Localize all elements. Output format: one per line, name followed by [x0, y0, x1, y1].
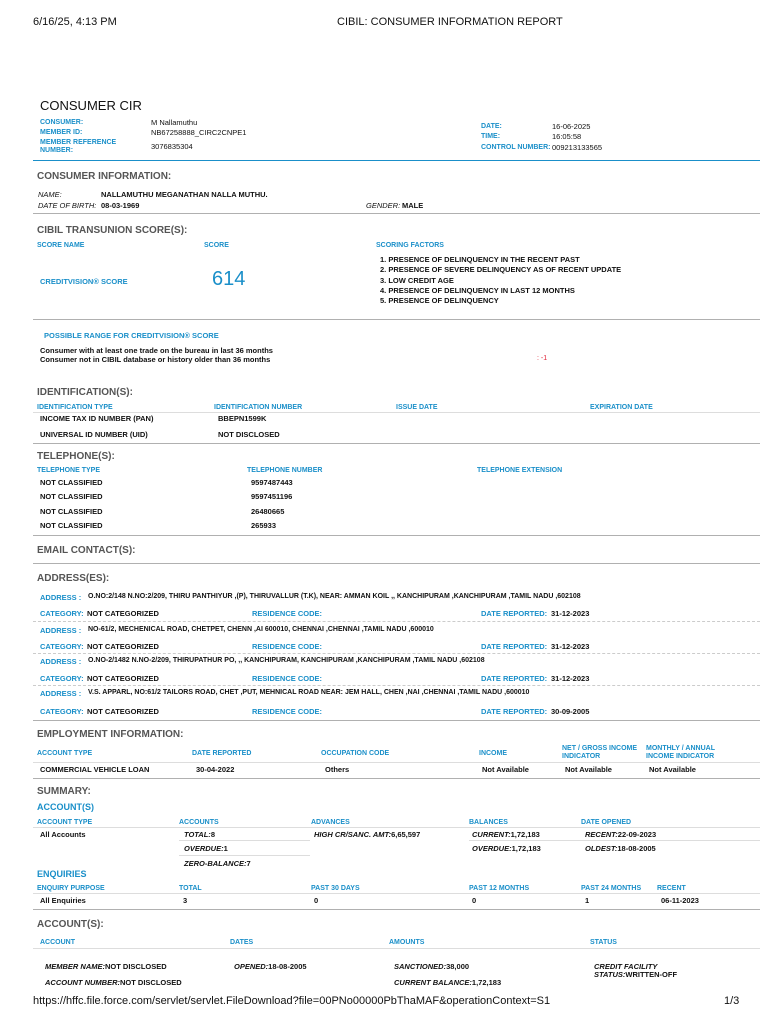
enquiry-total: 3: [183, 896, 188, 905]
category-label: CATEGORY:: [40, 707, 84, 716]
address-divider: [33, 720, 760, 721]
residence-code-label: RESIDENCE CODE:: [252, 609, 323, 618]
consumer-divider: [33, 213, 760, 214]
enquiry-12-months: 0: [472, 896, 477, 905]
consumer-info-heading: CONSUMER INFORMATION:: [37, 171, 172, 182]
range-heading: POSSIBLE RANGE FOR CREDITVISION® SCORE: [44, 331, 219, 340]
high-credit-amount: HIGH CR/SANC. AMT:6,65,597: [314, 830, 421, 839]
telephone-number: 265933: [251, 521, 277, 530]
address-label: ADDRESS :: [40, 689, 82, 698]
overdue-accounts: OVERDUE:1: [184, 844, 228, 853]
telephone-extension-col: TELEPHONE EXTENSION: [477, 467, 563, 474]
scoring-factors-col: SCORING FACTORS: [376, 242, 444, 249]
enquiry-recent-col: RECENT: [657, 885, 686, 892]
oldest-opened: OLDEST:18-08-2005: [585, 844, 656, 853]
id-number: NOT DISCLOSED: [218, 430, 280, 439]
summary-cell-line: [469, 840, 760, 841]
net-gross-col-2: INDICATOR: [562, 753, 601, 760]
recent-opened: RECENT:22-09-2023: [585, 830, 657, 839]
residence-code-label: RESIDENCE CODE:: [252, 707, 323, 716]
current-balance: CURRENT:1,72,183: [472, 830, 540, 839]
address-label: ADDRESS :: [40, 593, 82, 602]
date-reported-value: 31-12-2023: [551, 674, 590, 683]
date-value: 16-06-2025: [552, 122, 591, 131]
addresses-heading: ADDRESS(ES):: [37, 573, 110, 584]
net-gross-col: NET / GROSS INCOME: [562, 745, 638, 752]
score-name: CREDITVISION® SCORE: [40, 277, 128, 286]
enquiry-purpose-col: ENQUIRY PURPOSE: [37, 885, 105, 892]
employment-date: 30-04-2022: [196, 765, 235, 774]
enquiry-24-months: 1: [585, 896, 590, 905]
address-separator: [33, 685, 760, 686]
date-reported-label: DATE REPORTED:: [481, 674, 548, 683]
identification-divider: [33, 443, 760, 444]
occupation-code: Others: [325, 765, 350, 774]
date-reported-value: 31-12-2023: [551, 642, 590, 651]
control-value: 009213133565: [552, 143, 603, 152]
scores-heading: CIBIL TRANSUNION SCORE(S):: [37, 225, 188, 236]
print-title: CIBIL: CONSUMER INFORMATION REPORT: [337, 16, 563, 28]
income-col: INCOME: [479, 750, 507, 757]
category-value: NOT CATEGORIZED: [87, 609, 159, 618]
employment-date-col: DATE REPORTED: [192, 750, 252, 757]
report-title: CONSUMER CIR: [40, 98, 142, 113]
status-col: STATUS: [590, 939, 617, 946]
print-url: https://hffc.file.force.com/servlet/servlet.FileDownload?file=00PNo00000PbThaMAF&operationContext=S1: [33, 995, 551, 1007]
zero-balance-accounts: ZERO-BALANCE:7: [184, 859, 251, 868]
name-label: NAME:: [38, 190, 62, 199]
address-value: O.NO-2/1482 N.NO-2/209, THIRUPATHUR PO, ,, KANCHIPURAM, KANCHIPURAM ,KANCHIPURAM ,TAMIL NADU ,602108: [88, 657, 485, 664]
enquiry-12-months-col: PAST 12 MONTHS: [469, 885, 530, 892]
category-value: NOT CATEGORIZED: [87, 642, 159, 651]
identification-heading: IDENTIFICATION(S):: [37, 387, 133, 398]
range-line-1: Consumer with at least one trade on the bureau in last 36 months: [40, 346, 273, 355]
employment-divider: [33, 778, 760, 779]
scores-divider: [33, 319, 760, 320]
id-type-col: IDENTIFICATION TYPE: [37, 404, 113, 411]
summary-accounts-col: ACCOUNTS: [179, 819, 219, 826]
consumer-label: CONSUMER:: [40, 119, 84, 126]
total-accounts: TOTAL:8: [184, 830, 215, 839]
summary-cell-line: [179, 840, 310, 841]
header-divider: [33, 160, 760, 161]
summary-header-line: [33, 827, 760, 828]
residence-code-label: RESIDENCE CODE:: [252, 642, 323, 651]
id-type: UNIVERSAL ID NUMBER (UID): [40, 430, 148, 439]
id-type: INCOME TAX ID NUMBER (PAN): [40, 414, 154, 423]
telephone-type: NOT CLASSIFIED: [40, 492, 103, 501]
account-status: STATUS:WRITTEN-OFF: [594, 970, 678, 979]
date-reported-label: DATE REPORTED:: [481, 609, 548, 618]
scoring-factor: 5. PRESENCE OF DELINQUENCY: [380, 296, 499, 306]
date-label: DATE:: [481, 123, 502, 130]
address-label: ADDRESS :: [40, 657, 82, 666]
range-line-2: Consumer not in CIBIL database or history older than 36 months: [40, 355, 271, 364]
account-opened: OPENED:18-08-2005: [234, 962, 307, 971]
summary-accounts-heading: ACCOUNT(S): [37, 802, 94, 812]
address-value: O.NO:2/148 N.NO:2/209, THIRU PANTHIYUR ,(P), THIRUVALLUR (T.K), NEAR: AMMAN KOIL ,, KANCHIPURAM ,KANCHIPURAM ,TAMIL NADU ,602108: [88, 593, 581, 600]
employment-heading: EMPLOYMENT INFORMATION:: [37, 729, 184, 740]
date-reported-label: DATE REPORTED:: [481, 707, 548, 716]
telephone-number: 9597487443: [251, 478, 293, 487]
enquiry-total-col: TOTAL: [179, 885, 202, 892]
summary-advances-col: ADVANCES: [311, 819, 350, 826]
summary-heading: SUMMARY:: [37, 786, 91, 797]
account-col: ACCOUNT: [40, 939, 75, 946]
accounts-heading: ACCOUNT(S):: [37, 919, 104, 930]
address-label: ADDRESS :: [40, 626, 82, 635]
category-label: CATEGORY:: [40, 674, 84, 683]
time-value: 16:05:58: [552, 132, 582, 141]
dob-label: DATE OF BIRTH:: [38, 201, 97, 210]
enquiry-30-days: 0: [314, 896, 319, 905]
category-value: NOT CATEGORIZED: [87, 707, 159, 716]
enquiry-30-days-col: PAST 30 DAYS: [311, 885, 360, 892]
member-ref-value: 3076835304: [151, 142, 193, 151]
print-datetime: 6/16/25, 4:13 PM: [33, 16, 117, 28]
email-heading: EMAIL CONTACT(S):: [37, 545, 136, 556]
enquiries-heading: ENQUIRIES: [37, 869, 87, 879]
scoring-factor: 1. PRESENCE OF DELINQUENCY IN THE RECENT PAST: [380, 255, 580, 264]
print-page-number: 1/3: [724, 995, 740, 1007]
net-gross-value: Not Available: [565, 765, 612, 774]
telephone-divider: [33, 535, 760, 536]
summary-type-value: All Accounts: [40, 830, 86, 839]
account-number: ACCOUNT NUMBER:NOT DISCLOSED: [45, 978, 182, 987]
enquiry-purpose: All Enquiries: [40, 896, 86, 905]
name-value: NALLAMUTHU MEGANATHAN NALLA MUTHU.: [101, 190, 268, 199]
member-id-value: NB67258888_CIRC2CNPE1: [151, 128, 247, 137]
summary-type-col: ACCOUNT TYPE: [37, 819, 93, 826]
score-col: SCORE: [204, 242, 229, 249]
email-divider: [33, 563, 760, 564]
scoring-factor: 3. LOW CREDIT AGE: [380, 275, 454, 285]
telephone-type-col: TELEPHONE TYPE: [37, 467, 101, 474]
category-value: NOT CATEGORIZED: [87, 674, 159, 683]
control-label: CONTROL NUMBER:: [481, 144, 551, 151]
date-reported-label: DATE REPORTED:: [481, 642, 548, 651]
overdue-balance: OVERDUE:1,72,183: [472, 844, 541, 853]
expiration-date-col: EXPIRATION DATE: [590, 404, 653, 411]
id-number-col: IDENTIFICATION NUMBER: [214, 404, 303, 411]
id-number: BBEPN1599K: [218, 414, 267, 423]
account-sanctioned: SANCTIONED:38,000: [394, 962, 470, 971]
enquiry-header-line: [33, 893, 760, 894]
monthly-annual-col: MONTHLY / ANNUAL: [646, 745, 715, 752]
account-status-label: CREDIT FACILITY: [594, 962, 658, 971]
dob-value: 08-03-1969: [101, 201, 140, 210]
residence-code-label: RESIDENCE CODE:: [252, 674, 323, 683]
consumer-value: M Nallamuthu: [151, 118, 198, 127]
summary-divider: [33, 909, 760, 910]
telephone-number: 9597451196: [251, 492, 293, 501]
address-value: V.S. APPARL, NO:61/2 TAILORS ROAD, CHET ,PUT, MEHNICAL ROAD NEAR: JEM HALL, CHEN ,NAI ,CHENNAI ,TAMIL NADU ,600010: [88, 689, 530, 696]
issue-date-col: ISSUE DATE: [396, 404, 438, 411]
member-id-label: MEMBER ID:: [40, 129, 83, 136]
member-ref-label: MEMBER REFERENCE: [40, 139, 117, 146]
telephone-type: NOT CLASSIFIED: [40, 478, 103, 487]
address-value: NO-61/2, MECHENICAL ROAD, CHETPET, CHENN ,AI 600010, CHENNAI ,CHENNAI ,TAMIL NADU ,600010: [88, 626, 434, 633]
summary-cell-line: [179, 855, 310, 856]
telephone-number: 26480665: [251, 507, 285, 516]
monthly-annual-value: Not Available: [649, 765, 696, 774]
dates-col: DATES: [230, 939, 254, 946]
income-value: Not Available: [482, 765, 529, 774]
time-label: TIME:: [481, 133, 501, 140]
employment-header-line: [33, 762, 760, 763]
score-value: 614: [212, 268, 246, 290]
gender-label: GENDER:: [366, 201, 401, 210]
scoring-factor: 4. PRESENCE OF DELINQUENCY IN LAST 12 MONTHS: [380, 285, 575, 295]
telephone-number-col: TELEPHONE NUMBER: [247, 467, 323, 474]
enquiry-24-months-col: PAST 24 MONTHS: [581, 885, 642, 892]
telephones-heading: TELEPHONE(S):: [37, 451, 115, 462]
employment-type-col: ACCOUNT TYPE: [37, 750, 93, 757]
address-separator: [33, 653, 760, 654]
date-reported-value: 30-09-2005: [551, 707, 590, 716]
accounts-header-line: [33, 948, 760, 949]
occupation-code-col: OCCUPATION CODE: [321, 750, 390, 757]
category-label: CATEGORY:: [40, 609, 84, 618]
account-current-balance: CURRENT BALANCE:1,72,183: [394, 978, 502, 987]
score-name-col: SCORE NAME: [37, 242, 85, 249]
category-label: CATEGORY:: [40, 642, 84, 651]
address-separator: [33, 621, 760, 622]
monthly-annual-col-2: INCOME INDICATOR: [646, 753, 715, 760]
date-reported-value: 31-12-2023: [551, 609, 590, 618]
amounts-col: AMOUNTS: [389, 939, 425, 946]
telephone-type: NOT CLASSIFIED: [40, 507, 103, 516]
summary-opened-col: DATE OPENED: [581, 819, 632, 826]
telephone-type: NOT CLASSIFIED: [40, 521, 103, 530]
enquiry-recent: 06-11-2023: [661, 896, 699, 905]
gender-value: MALE: [402, 201, 424, 210]
account-member-name: MEMBER NAME:NOT DISCLOSED: [45, 962, 167, 971]
range-value: : -1: [537, 355, 548, 362]
member-ref-label-2: NUMBER:: [40, 147, 74, 154]
scoring-factor: 2. PRESENCE OF SEVERE DELINQUENCY AS OF RECENT UPDATE: [380, 265, 622, 275]
id-header-line: [33, 412, 760, 413]
summary-balances-col: BALANCES: [469, 819, 508, 826]
employment-type: COMMERCIAL VEHICLE LOAN: [40, 765, 150, 774]
